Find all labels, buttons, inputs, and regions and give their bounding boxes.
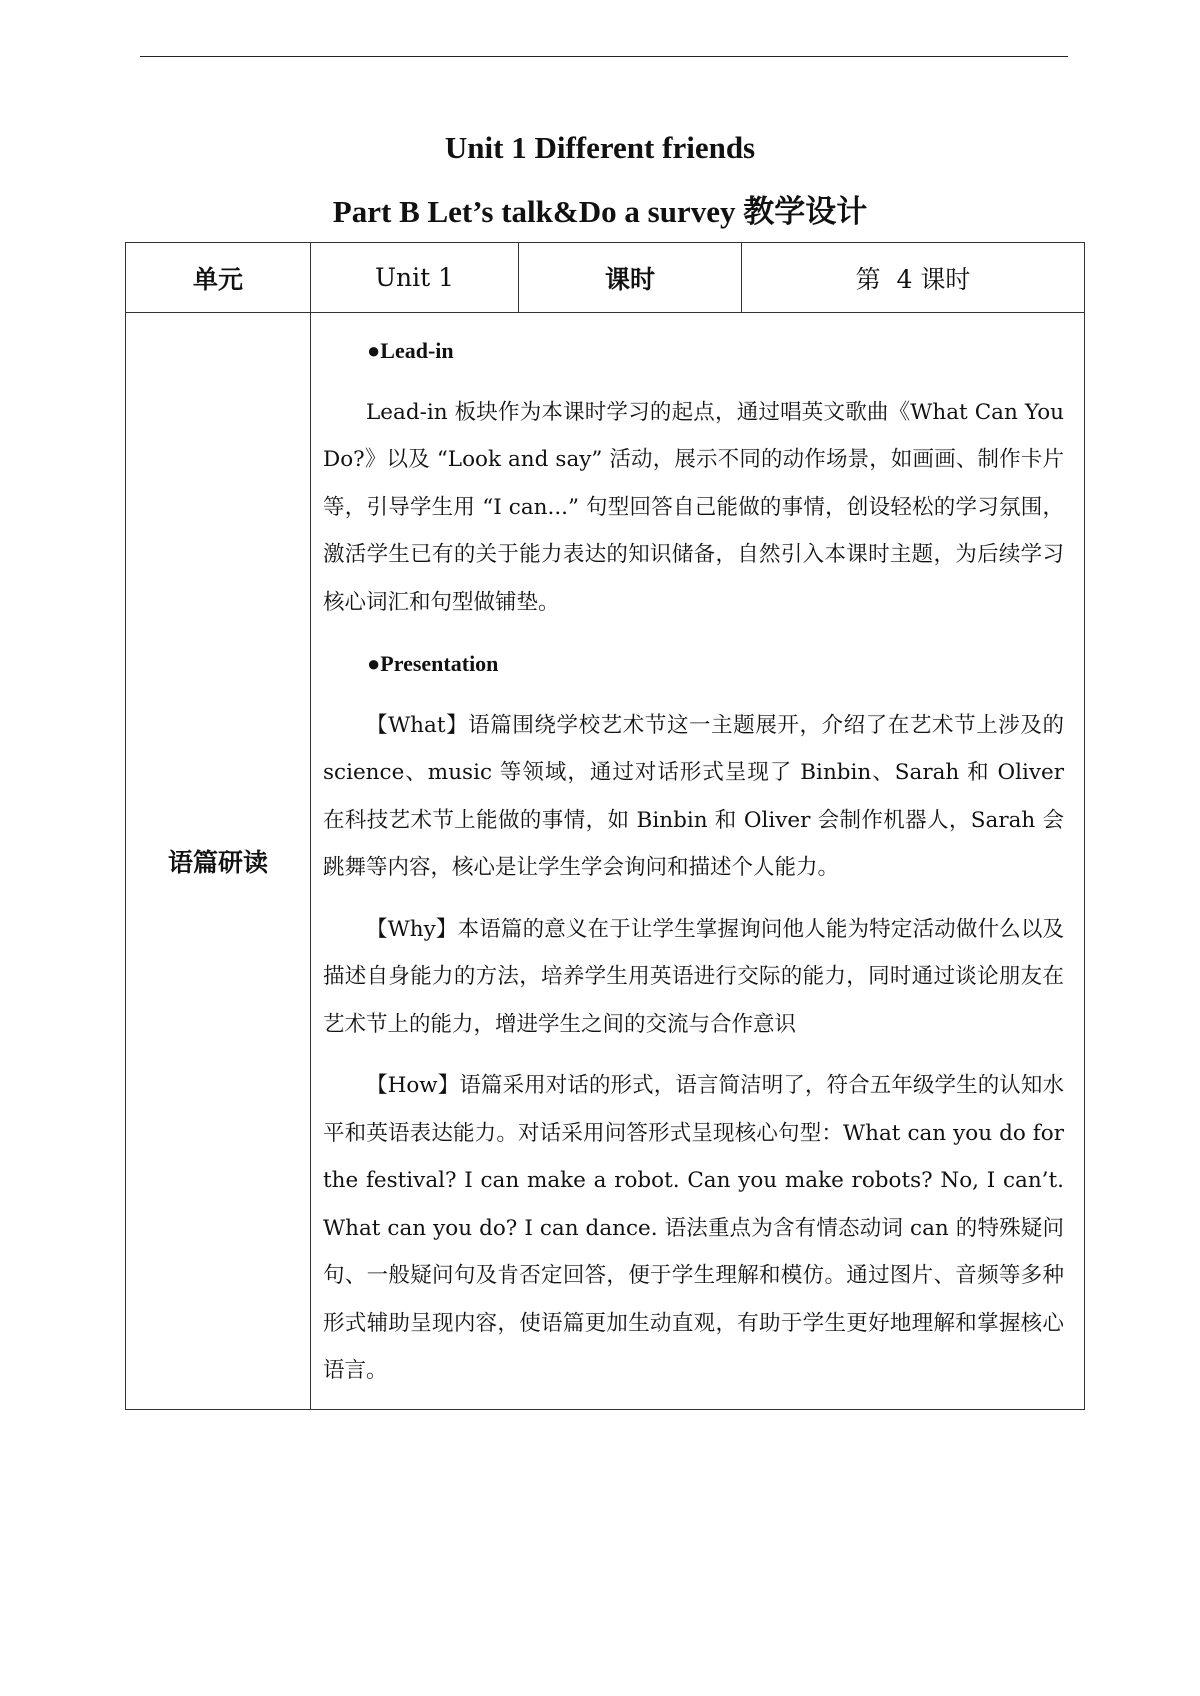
table-row-text-analysis — [126, 313, 1085, 1410]
header-rule — [140, 56, 1068, 57]
section-heading-presentation: ●Presentation — [367, 651, 499, 676]
paragraph-how: 【How】语篇采用对话的形式，语言简洁明了，符合五年级学生的认知水平和英语表达能力。对话采用问答形式呈现核心句型：What can you do for the festival? I can make a robot. Can you make robots? No, I can’t. What can you do? I can dance. 语法重点为含有情态动词 can 的特殊疑问句、一般疑问句及肯否定回答，便于学生理解和模仿。通过图片、音频等多种形式辅助呈现内容，使语篇更加生动直观，有助于学生更好地理解和掌握核心语言。 — [323, 1073, 1064, 1383]
period-value: 第 4 课时 — [742, 243, 1085, 313]
paragraph-what: 【What】语篇围绕学校艺术节这一主题展开，介绍了在艺术节上涉及的 science、music 等领域，通过对话形式呈现了 Binbin、Sarah 和 Oliver 在科技艺术节上能做的事情，如 Binbin 和 Oliver 会制作机器人，Sarah 会跳舞等内容，核心是让学生学会询问和描述个人能力。 — [323, 712, 1064, 880]
page-title: Unit 1 Different friends — [444, 130, 756, 165]
page-subtitle: Part B Let’s talk&Do a survey 教学设计 — [332, 194, 868, 229]
unit-value: Unit 1 — [311, 243, 519, 313]
table-row-unit — [126, 243, 1085, 313]
paragraph-lead-in: Lead-in 板块作为本课时学习的起点，通过唱英文歌曲《What Can You Do?》以及 “Look and say” 活动，展示不同的动作场景，如画画、制作卡片等，引导学生用 “I can...” 句型回答自己能做的事情，创设轻松的学习氛围，激活学生已有的关于能力表达的知识储备，自然引入本课时主题，为后续学习核心词汇和句型做铺垫。 — [323, 399, 1064, 615]
lesson-plan-table — [125, 242, 1085, 1410]
text-analysis-content — [311, 313, 1085, 1410]
paragraph-why: 【Why】本语篇的意义在于让学生掌握询问他人能为特定活动做什么以及描述自身能力的方法，培养学生用英语进行交际的能力，同时通过谈论朋友在艺术节上的能力，增进学生之间的交流与合作意识 — [323, 916, 1064, 1037]
section-heading-lead-in: ●Lead-in — [367, 338, 454, 363]
unit-label: 单元 — [126, 243, 311, 313]
period-label: 课时 — [519, 243, 742, 313]
text-analysis-label: 语篇研读 — [126, 313, 311, 1410]
